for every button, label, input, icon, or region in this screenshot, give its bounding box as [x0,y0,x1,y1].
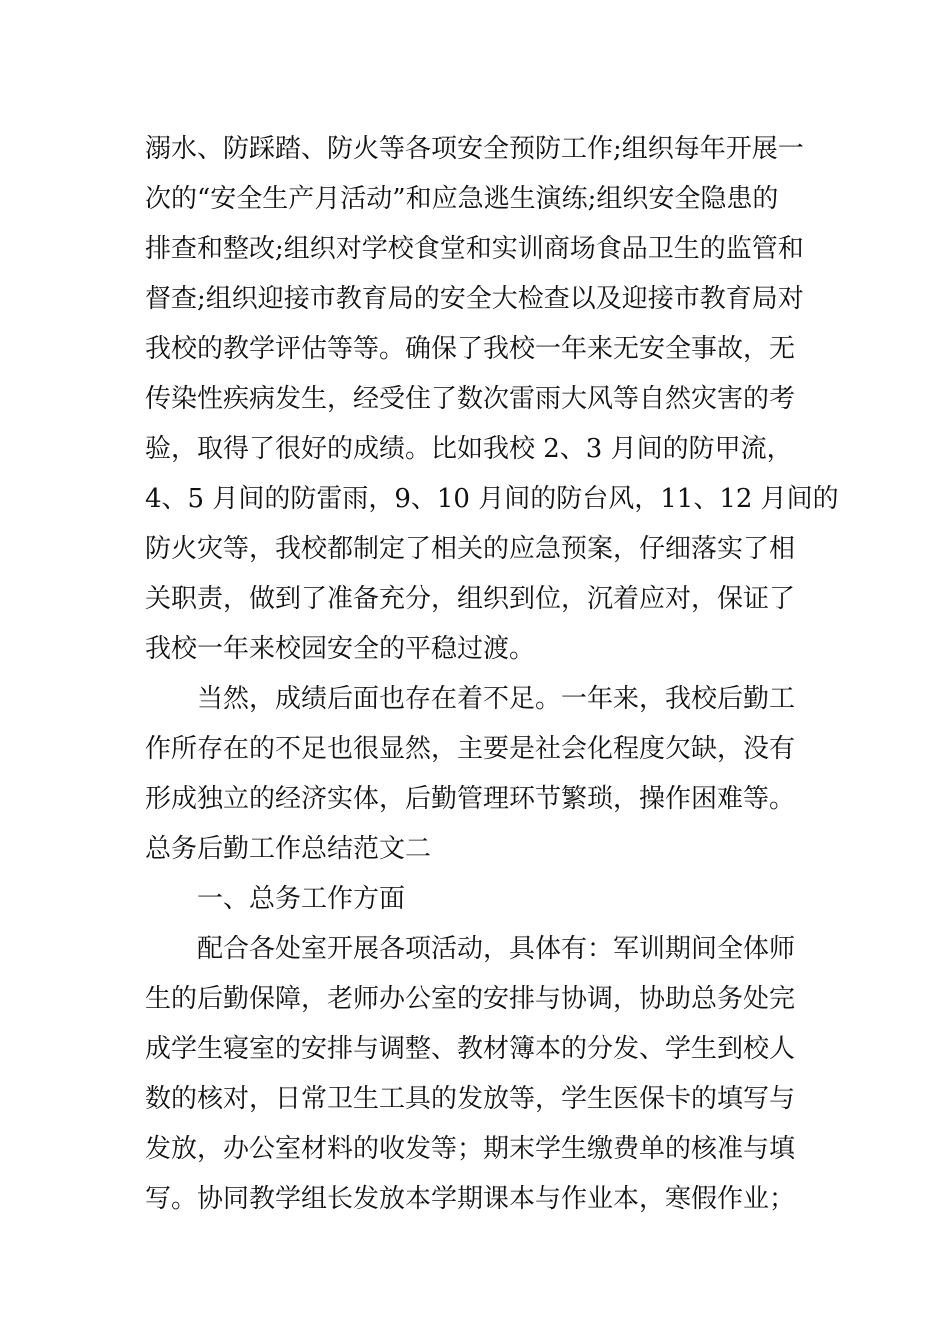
text-line: 我校一年来校园安全的平稳过渡。 [145,634,536,664]
text-line: 验，取得了很好的成绩。比如我校 2、3 月间的防甲流， [145,434,793,464]
text-line: 排查和整改;组织对学校食堂和实训商场食品卫生的监管和 [145,234,804,264]
paragraph-start-line: 配合各处室开展各项活动，具体有：军训期间全体师 [197,934,796,964]
text-line: 写。协同教学组长发放本学期课本与作业本，寒假作业； [145,1184,796,1214]
text-line: 成学生寝室的安排与调整、教材簿本的分发、学生到校人 [145,1034,796,1064]
text-line: 我校的教学评估等等。确保了我校一年来无安全事故，无 [145,334,796,364]
text-line: 形成独立的经济实体，后勤管理环节繁琐，操作困难等。 [145,784,796,814]
text-line: 溺水、防踩踏、防火等各项安全预防工作;组织每年开展一 [145,134,804,164]
text-line: 关职责，做到了准备充分，组织到位，沉着应对，保证了 [145,584,796,614]
text-line: 数的核对，日常卫生工具的发放等，学生医保卡的填写与 [145,1084,796,1114]
document-body [145,124,839,1224]
text-line: 作所存在的不足也很显然，主要是社会化程度欠缺，没有 [145,734,796,764]
section-heading: 总务后勤工作总结范文二 [145,834,432,864]
text-line: 传染性疾病发生，经受住了数次雷雨大风等自然灾害的考 [145,384,796,414]
subsection-heading: 一、总务工作方面 [197,884,406,914]
text-line: 次的“安全生产月活动”和应急逃生演练;组织安全隐患的 [145,184,779,214]
text-line: 生的后勤保障，老师办公室的安排与协调，协助总务处完 [145,984,796,1014]
text-line: 4、5 月间的防雷雨，9、10 月间的防台风，11、12 月间的 [145,484,839,514]
text-line: 防火灾等，我校都制定了相关的应急预案，仔细落实了相 [145,534,796,564]
text-line: 发放，办公室材料的收发等；期末学生缴费单的核准与填 [145,1134,796,1164]
text-line: 督查;组织迎接市教育局的安全大检查以及迎接市教育局对 [145,284,804,314]
paragraph-start-line: 当然，成绩后面也存在着不足。一年来，我校后勤工 [197,684,796,714]
